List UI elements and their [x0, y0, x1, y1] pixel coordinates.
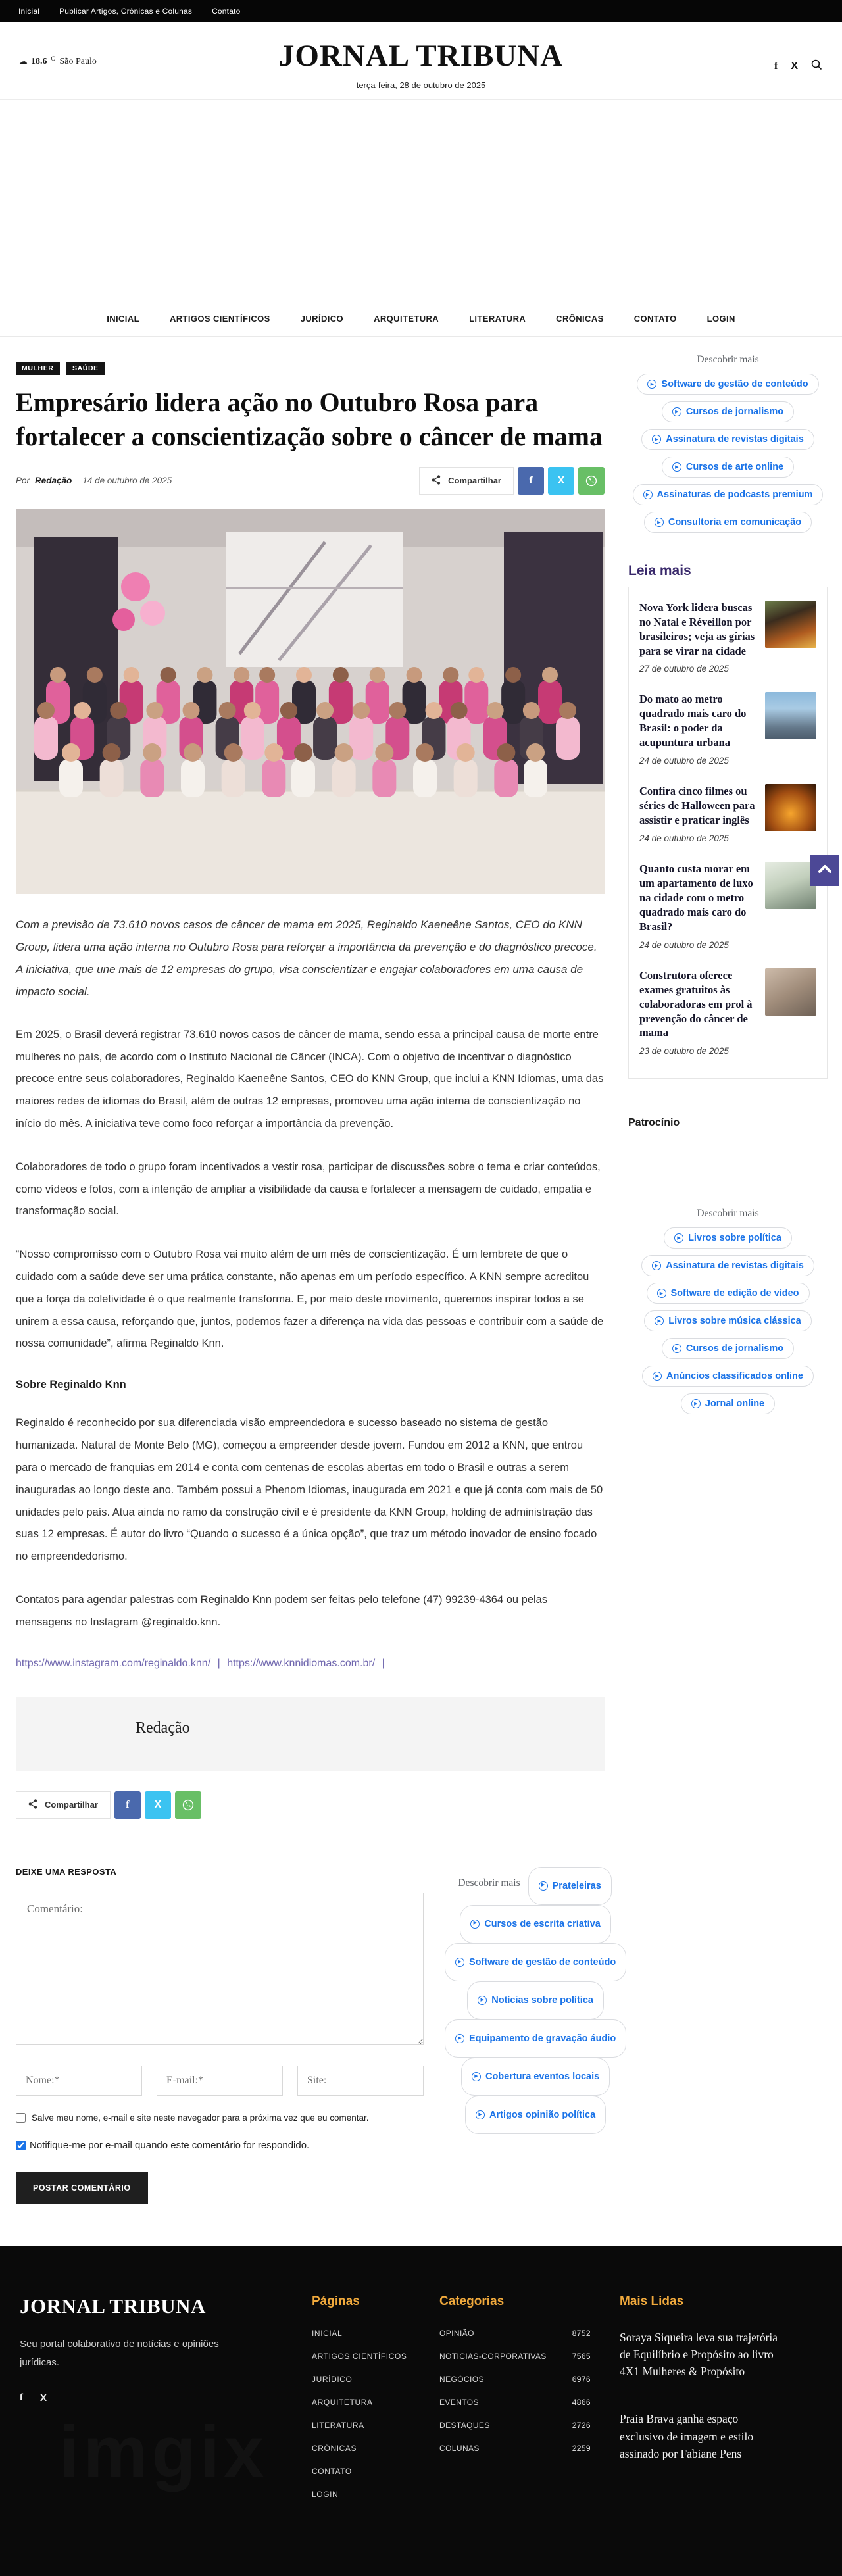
weather-unit: C — [51, 55, 55, 62]
nav-item-literatura[interactable]: LITERATURA — [469, 313, 526, 324]
ad-chip[interactable]: ▶ Notícias sobre política — [467, 1981, 604, 2019]
share-button[interactable] — [419, 467, 514, 495]
cloud-icon: ☁ — [18, 57, 28, 67]
ad-chip[interactable]: ▶ Consultoria em comunicação — [644, 512, 812, 533]
header-date: terça-feira, 28 de outubro de 2025 — [356, 80, 486, 90]
share-label: Compartilhar — [45, 1800, 98, 1810]
adchoices-icon: ▶ — [655, 518, 664, 527]
footer-page-link[interactable]: INICIAL — [312, 2328, 343, 2338]
nav-item-arquitetura[interactable]: ARQUITETURA — [374, 313, 439, 324]
read-more-date: 24 de outubro de 2025 — [639, 939, 729, 950]
sponsor-heading: Patrocínio — [628, 1117, 680, 1129]
read-more-thumbnail[interactable] — [765, 784, 816, 831]
footer-page-link[interactable]: LOGIN — [312, 2489, 339, 2499]
article-bio-paragraph: Reginaldo é reconhecido por sua diferenciada visão empreendedora e sucesso baseado no sistema de gestão humanizada. Natural de Monte Belo (MG), começou a empreender desde jovem. Fundou em 2012 a KNN, que entrou para o mercado de franquias em 2014 e conta com centenas de escolas abertas em todo o Brasil e outras a serem inauguradas ao longo deste ano. Também possui a Phenom Idiomas, inaugurada em 2021 e que já conta com mais de 50 unidades pelo país. Atua ainda no ramo da construção civil e é presidente da KNN Group, holding de administração das suas 12 empresas. É autor do livro “Quando o sucesso é a única opção”, que traz um método inovador de ensino focado no empreendedorismo. — [16, 1417, 603, 1563]
footer-category-row[interactable]: COLUNAS 2259 — [439, 2443, 591, 2453]
ad-chip[interactable]: ▶ Cursos de jornalismo — [662, 1338, 794, 1359]
author-box — [16, 1697, 605, 1771]
adchoices-icon: ▶ — [672, 462, 681, 472]
adchoices-icon: ▶ — [478, 1996, 487, 2005]
read-more-date: 24 de outubro de 2025 — [639, 756, 729, 766]
footer-page-link[interactable]: CRÔNICAS — [312, 2443, 357, 2453]
read-more-thumbnail[interactable] — [765, 692, 816, 739]
read-more-date: 24 de outubro de 2025 — [639, 833, 729, 843]
link-separator: | — [382, 1657, 385, 1669]
read-more-item — [639, 862, 816, 959]
adchoices-icon: ▶ — [653, 1372, 662, 1381]
footer-page-link[interactable]: ARTIGOS CIENTÍFICOS — [312, 2351, 407, 2361]
footer-most-read-item[interactable]: Soraya Siqueira leva sua trajetória de Equilíbrio e Propósito ao livro 4X1 Mulheres & Propósito — [620, 2330, 778, 2379]
adchoices-icon: ▶ — [652, 1261, 661, 1270]
read-more-item — [639, 968, 816, 1066]
weather-temp: 18.6 — [31, 57, 47, 66]
sidebar-ad-slot — [628, 1129, 828, 1208]
adchoices-icon: ▶ — [643, 490, 653, 499]
comments-section — [16, 1848, 616, 2204]
site-header — [0, 22, 842, 100]
nav-item-artigos-cientificos[interactable]: ARTIGOS CIENTÍFICOS — [169, 313, 270, 324]
footer-most-read-item[interactable]: Praia Brava ganha espaço exclusivo de imagem e estilo assinado por Fabiane Pens — [620, 2412, 754, 2460]
byline-author[interactable]: Redação — [35, 476, 72, 486]
footer-category-row[interactable]: NEGÓCIOS 6976 — [439, 2374, 591, 2384]
footer-category-row[interactable]: OPINIÃO 8752 — [439, 2328, 591, 2338]
scroll-to-top-button[interactable] — [810, 855, 839, 886]
discover-more-label: Descobrir mais — [458, 1877, 520, 1889]
ad-chip[interactable]: ▶ Livros sobre política — [664, 1227, 792, 1249]
category-count: 6976 — [572, 2374, 591, 2384]
ad-chip[interactable]: ▶ Software de edição de vídeo — [647, 1283, 810, 1304]
byline — [16, 476, 172, 485]
footer-tagline: Seu portal colaborativo de notícias e opiniões jurídicas. — [20, 2338, 219, 2369]
read-more-date: 23 de outubro de 2025 — [639, 1046, 729, 1056]
knn-idiomas-link[interactable]: https://www.knnidiomas.com.br/ — [227, 1657, 376, 1669]
footer-category-row[interactable]: DESTAQUES 2726 — [439, 2420, 591, 2430]
read-more-title[interactable]: Confira cinco filmes ou séries de Halloween para assistir e praticar inglês — [639, 785, 755, 827]
tag-mulher[interactable]: MULHER — [16, 362, 60, 375]
footer-most-read-heading: Mais Lidas — [620, 2294, 684, 2308]
read-more-thumbnail[interactable] — [765, 601, 816, 648]
footer-pages-heading: Páginas — [312, 2294, 360, 2308]
weather-widget — [18, 57, 97, 68]
adchoices-icon: ▶ — [655, 1316, 664, 1325]
adchoices-icon: ▶ — [691, 1399, 701, 1408]
save-info-row — [16, 2113, 424, 2123]
site-logo[interactable]: JORNAL TRIBUNA — [278, 39, 564, 73]
whatsapp-share-button[interactable] — [578, 467, 605, 495]
nav-item-juridico[interactable]: JURÍDICO — [300, 313, 344, 324]
email-field[interactable] — [157, 2066, 283, 2096]
adchoices-icon: ▶ — [539, 1881, 548, 1891]
read-more-item — [639, 692, 816, 775]
weather-city: São Paulo — [59, 57, 97, 66]
ad-chip[interactable]: ▶ Prateleiras — [528, 1867, 612, 1905]
x-twitter-icon[interactable]: X — [40, 2392, 47, 2404]
ad-chip[interactable]: ▶ Assinatura de revistas digitais — [641, 429, 814, 450]
adchoices-icon: ▶ — [672, 1344, 681, 1353]
topbar-link-contato[interactable]: Contato — [212, 7, 241, 16]
facebook-share-button-bottom[interactable]: f — [114, 1791, 141, 1819]
author-box-name[interactable]: Redação — [136, 1719, 190, 1737]
sidebar-ad-unit-top — [628, 354, 828, 533]
topbar-link-publicar[interactable]: Publicar Artigos, Crônicas e Colunas — [59, 7, 193, 16]
read-more-title[interactable]: Nova York lidera buscas no Natal e Réveillon por brasileiros; veja as gírias para se virar na cidade — [639, 601, 755, 657]
leave-reply-heading: DEIXE UMA RESPOSTA — [16, 1866, 117, 1877]
read-more-title[interactable]: Construtora oferece exames gratuitos às colaboradoras em prol à prevenção do câncer de mama — [639, 968, 753, 1039]
category-count: 2259 — [572, 2443, 591, 2453]
x-share-button[interactable]: X — [548, 467, 574, 495]
ad-chip[interactable]: ▶ Artigos opinião política — [465, 2096, 606, 2134]
site-field[interactable] — [297, 2066, 424, 2096]
ad-chip[interactable]: ▶ Cursos de escrita criativa — [460, 1905, 611, 1943]
save-info-label: Salve meu nome, e-mail e site neste navegador para a próxima vez que eu comentar. — [32, 2112, 369, 2123]
article-date: 14 de outubro de 2025 — [82, 476, 172, 486]
search-icon[interactable] — [811, 59, 822, 74]
adchoices-icon: ▶ — [657, 1289, 666, 1298]
footer-category-row[interactable]: NOTICIAS-CORPORATIVAS 7565 — [439, 2351, 591, 2361]
adchoices-icon: ▶ — [674, 1233, 683, 1243]
nav-item-cronicas[interactable]: CRÔNICAS — [556, 313, 604, 324]
footer-page-link[interactable]: CONTATO — [312, 2466, 352, 2476]
read-more-box — [628, 587, 828, 1079]
top-ad-slot — [0, 100, 842, 301]
ad-chip[interactable]: ▶ Cursos de jornalismo — [662, 401, 794, 422]
post-comment-button[interactable]: POSTAR COMENTÁRIO — [16, 2172, 148, 2204]
adchoices-icon: ▶ — [472, 2072, 481, 2081]
instagram-link[interactable]: https://www.instagram.com/reginaldo.knn/ — [16, 1657, 211, 1669]
category-count: 8752 — [572, 2328, 591, 2338]
save-info-checkbox[interactable] — [16, 2113, 26, 2123]
read-more-item — [639, 601, 816, 683]
article-paragraph-3: “Nosso compromisso com o Outubro Rosa vai muito além de um mês de conscientização. É um lembrete de que o cuidado com a saúde deve ser uma prática constante, não apenas em um período específico. A KNN sempre acreditou que a força da coletividade é o que realmente transforma. E, por meio deste movimento, queremos inspirar todos a se unirem a essa causa, reforçando que, juntos, podemos fazer a diferença na vida das pessoas e contribuir com a saúde de nossa comunidade”, afirma Reginaldo Knn. — [16, 1249, 604, 1350]
tag-saude[interactable]: SAÚDE — [66, 362, 105, 375]
read-more-item — [639, 784, 816, 853]
ad-chip[interactable]: ▶ Cobertura eventos locais — [461, 2058, 610, 2096]
category-count: 4866 — [572, 2397, 591, 2407]
ad-chip[interactable]: ▶ Assinaturas de podcasts premium — [633, 484, 824, 505]
notify-row — [16, 2140, 424, 2151]
adchoices-icon: ▶ — [672, 407, 681, 416]
top-utility-bar — [0, 0, 842, 22]
x-twitter-icon[interactable]: X — [791, 61, 798, 72]
nav-item-inicial[interactable]: INICIAL — [107, 313, 139, 324]
notify-checkbox[interactable] — [16, 2141, 26, 2150]
footer-page-link[interactable]: LITERATURA — [312, 2420, 364, 2430]
share-icon — [432, 475, 441, 487]
category-count: 2726 — [572, 2420, 591, 2430]
whatsapp-share-button-bottom[interactable] — [175, 1791, 201, 1819]
discover-more-label: Descobrir mais — [697, 353, 759, 365]
facebook-icon[interactable]: f — [20, 2392, 23, 2403]
tag-list — [16, 362, 605, 375]
adchoices-icon: ▶ — [455, 2034, 464, 2043]
ad-chip[interactable]: ▶ Cursos de arte online — [662, 457, 794, 478]
chevron-up-icon — [818, 864, 831, 877]
footer-category-row[interactable]: EVENTOS 4866 — [439, 2397, 591, 2407]
read-more-date: 27 de outubro de 2025 — [639, 664, 729, 674]
share-label: Compartilhar — [448, 476, 501, 486]
site-footer — [0, 2246, 842, 2576]
nav-item-login[interactable]: LOGIN — [706, 313, 735, 324]
read-more-thumbnail[interactable] — [765, 862, 816, 909]
article-subheading: Sobre Reginaldo Knn — [16, 1379, 126, 1391]
footer-categories-heading: Categorias — [439, 2294, 505, 2308]
ad-chip[interactable]: ▶ Livros sobre música clássica — [644, 1310, 812, 1331]
name-field[interactable] — [16, 2066, 142, 2096]
read-more-thumbnail[interactable] — [765, 968, 816, 1016]
notify-label: Notifique-me por e-mail quando este comentário for respondido. — [30, 2139, 310, 2151]
ad-chip[interactable]: ▶ Assinatura de revistas digitais — [641, 1255, 814, 1276]
ad-chip[interactable]: ▶ Anúncios classificados online — [642, 1366, 814, 1387]
footer-page-link[interactable]: JURÍDICO — [312, 2374, 353, 2384]
x-share-button-bottom[interactable]: X — [145, 1791, 171, 1819]
topbar-link-inicial[interactable]: Inicial — [18, 7, 40, 16]
sidebar-ad-unit-bottom — [628, 1208, 828, 1414]
discover-more-label: Descobrir mais — [697, 1208, 759, 1220]
article-hero-image — [16, 509, 605, 894]
share-buttons — [419, 467, 605, 495]
footer-page-link[interactable]: ARQUITETURA — [312, 2397, 373, 2407]
category-count: 7565 — [572, 2351, 591, 2361]
main-navigation — [0, 301, 842, 337]
read-more-title[interactable]: Do mato ao metro quadrado mais caro do Brasil: o poder da acupuntura urbana — [639, 693, 747, 749]
adchoices-icon: ▶ — [652, 435, 661, 444]
adchoices-icon: ▶ — [470, 1920, 480, 1929]
share-button-bottom[interactable] — [16, 1791, 111, 1819]
ad-chip[interactable]: ▶ Software de gestão de conteúdo — [445, 1943, 626, 1981]
share-icon — [28, 1799, 37, 1811]
nav-item-contato[interactable]: CONTATO — [633, 313, 677, 324]
ad-chip[interactable]: ▶ Equipamento de gravação áudio — [445, 2019, 626, 2058]
adchoices-icon: ▶ — [455, 1958, 464, 1967]
facebook-icon[interactable]: f — [774, 61, 778, 72]
adchoices-icon: ▶ — [647, 380, 656, 389]
adchoices-icon: ▶ — [476, 2110, 485, 2119]
ad-chip[interactable]: ▶ Jornal online — [681, 1393, 775, 1414]
link-separator: | — [217, 1657, 220, 1669]
article-paragraph-2: Colaboradores de todo o grupo foram incentivados a vestir rosa, participar de discussões sobre o tema e criar conteúdos, como vídeos e fotos, com a intenção de ampliar a visibilidade da causa e fortalecer a mensagem de cuidado, empatia e transformação social. — [16, 1160, 601, 1218]
ad-chip[interactable]: ▶ Software de gestão de conteúdo — [637, 374, 818, 395]
inline-ad-unit — [443, 1867, 628, 2204]
article-paragraph-1: Em 2025, o Brasil deverá registrar 73.610 novos casos de câncer de mama, sendo essa a principal causa de morte entre mulheres no país, de acordo com o Instituto Nacional de Câncer (INCA). Com o objetivo de incentivar o diagnóstico precoce entre seus colaboradores, Reginaldo Kaeneêne Santos, CEO do KNN Group, que inclui a KNN Idiomas, uma das maiores redes de idiomas do Brasil, além de outras 12 empresas, promoveu uma ação interna de conscientização no início do mês. A iniciativa teve como foco reforçar a importância da prevenção. — [16, 1028, 604, 1129]
read-more-heading: Leia mais — [628, 562, 691, 578]
facebook-share-button[interactable]: f — [518, 467, 544, 495]
share-buttons-bottom — [16, 1791, 605, 1819]
footer-logo[interactable]: JORNAL TRIBUNA — [20, 2294, 206, 2317]
article-contacts-paragraph: Contatos para agendar palestras com Reginaldo Knn podem ser feitas pelo telefone (47) 99239-4364 ou pelas mensagens no Instagram @reginaldo.knn. — [16, 1593, 548, 1628]
read-more-title[interactable]: Quanto custa morar em um apartamento de luxo na cidade com o metro quadrado mais caro do Brasil? — [639, 862, 753, 933]
byline-prefix: Por — [16, 476, 30, 486]
article-title: Empresário lidera ação no Outubro Rosa para fortalecer a conscientização sobre o câncer de mama — [16, 387, 603, 451]
article-lead: Com a previsão de 73.610 novos casos de câncer de mama em 2025, Reginaldo Kaeneêne Santos, CEO do KNN Group, lidera uma ação interna no Outubro Rosa para reforçar a importância da prevenção e do diagnóstico precoce. A iniciativa, que une mais de 12 empresas do grupo, visa conscientizar e engajar colaboradores em uma causa de impacto social. — [16, 918, 597, 998]
article-links — [16, 1658, 605, 1670]
comment-textarea[interactable] — [16, 1893, 424, 2045]
